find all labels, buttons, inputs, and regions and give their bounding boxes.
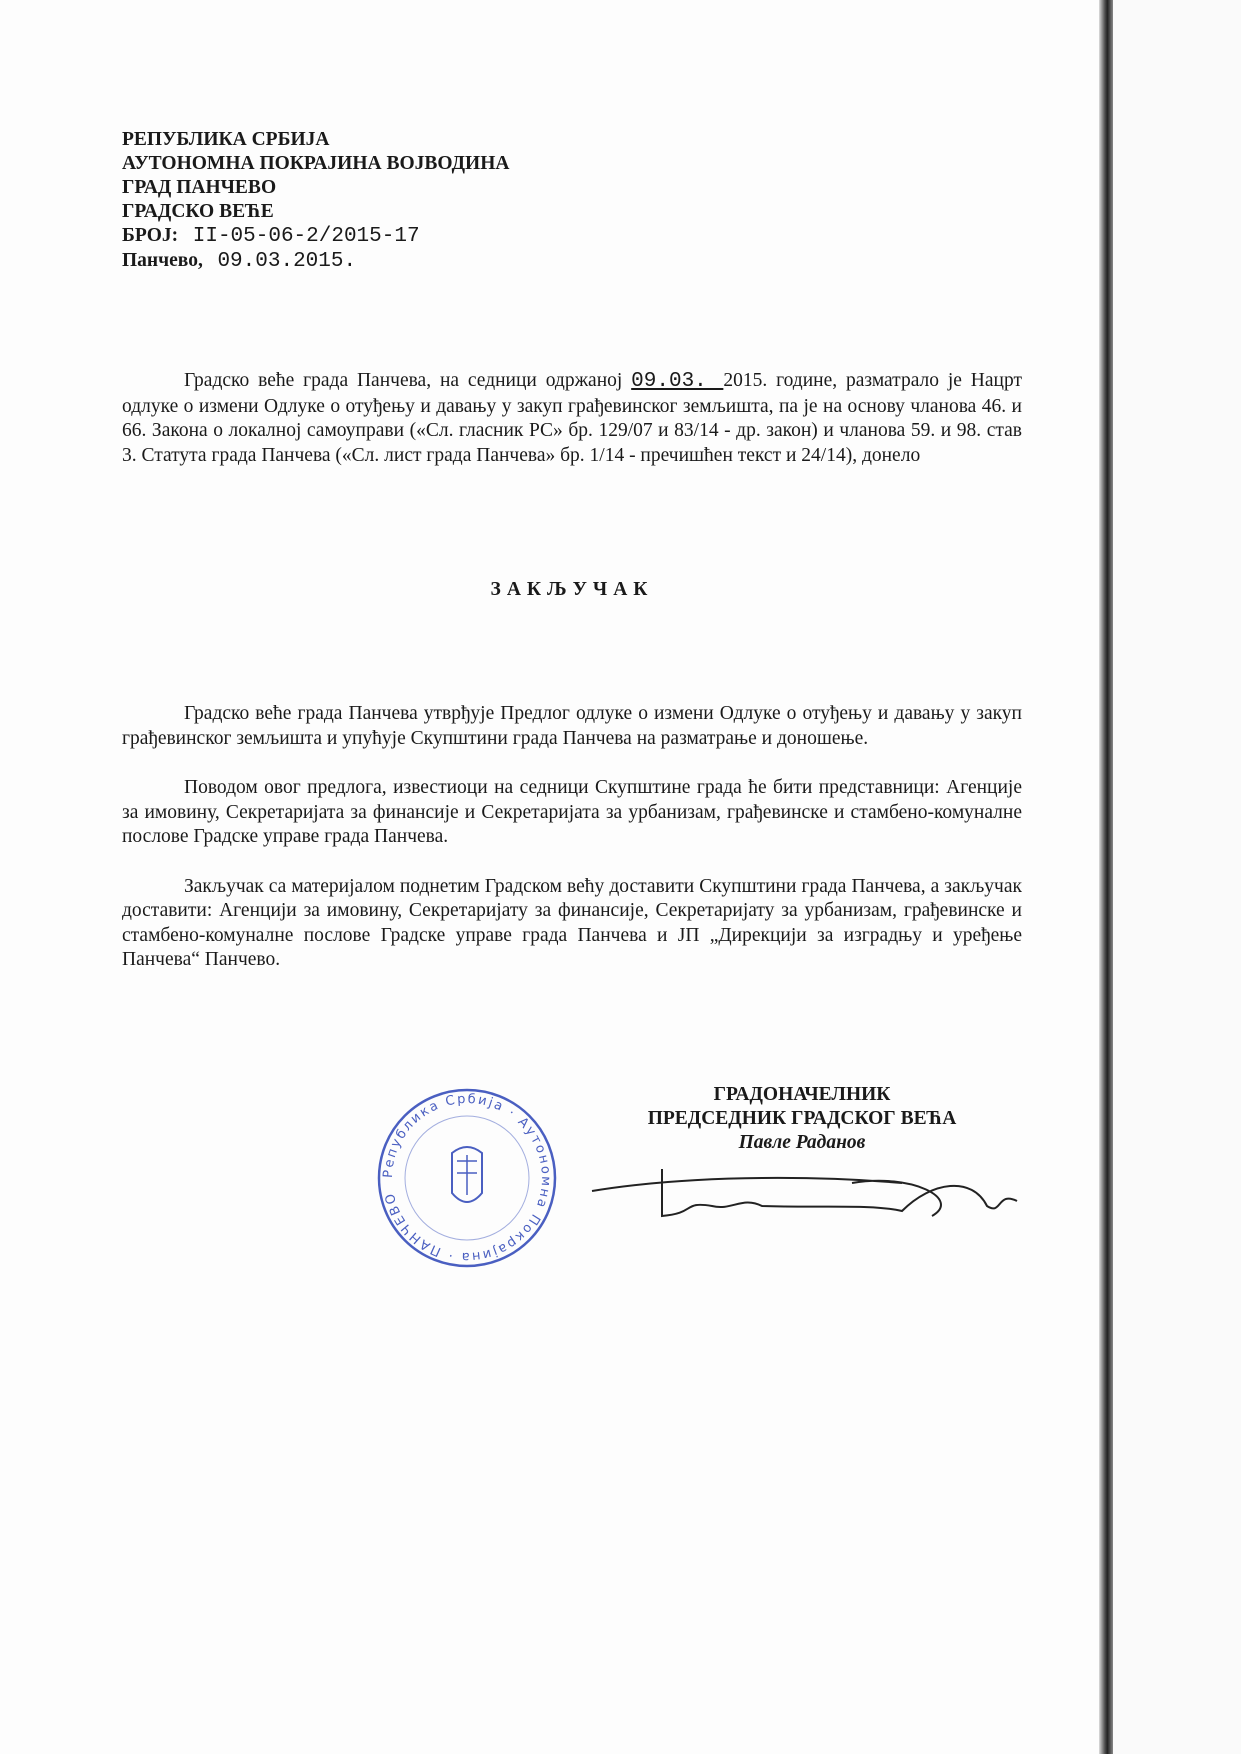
- header-line: РЕПУБЛИКА СРБИЈА: [122, 129, 330, 150]
- signatory-name: Павле Раданов: [738, 1131, 866, 1153]
- document-title: ЗАКЉУЧАК: [490, 579, 654, 600]
- handwritten-signature: [582, 1161, 1022, 1231]
- document-content: [122, 128, 1022, 1273]
- body-paragraph: Закључак са материјалом поднетим Градском већу доставити Скупштини града Панчева, а закључак доставити: Агенцији за имовину, Секретаријату за финансије, Секретаријату за урбанизам, грађевинске и стамбено-комуналне послове Градске управе града Панчева и ЈП „Дирекцији за изградњу и уређење Панчева“ Панчево.: [122, 875, 1022, 970]
- signature-block: [582, 1083, 1022, 1231]
- signatory-title: ГРАДОНАЧЕЛНИК: [713, 1083, 891, 1105]
- svg-text:Република Србија · Аутономна П: Република Србија · Аутономна Покрајина · ПАНЧЕВО: [380, 1091, 554, 1264]
- letterhead: [122, 128, 1022, 274]
- signature-area: [122, 1083, 1022, 1273]
- body-paragraph: Поводом овог предлога, известиоци на седници Скупштине града ће бити представници: Агенције за имовину, Секретаријата за финансије и Секретаријата за урбанизам, грађевинске и стамбено-комуналне послове Градске управе града Панчева.: [122, 777, 1022, 847]
- official-stamp: [372, 1083, 562, 1273]
- header-line: ГРАДСКО ВЕЋЕ: [122, 201, 274, 222]
- body-paragraph: Градско веће града Панчева утврђује Предлог одлуке о измени Одлуке о отуђењу и давању у закуп грађевинског земљишта и упућује Скупштини града Панчева на разматрање и доношење.: [122, 703, 1022, 749]
- document-date: Панчево, 09.03.2015.: [122, 250, 357, 273]
- coat-of-arms-icon: [452, 1147, 482, 1202]
- scan-edge: [1099, 0, 1113, 1754]
- document-number: БРОЈ: II-05-06-2/2015-17: [122, 225, 420, 248]
- header-line: ГРАД ПАНЧЕВО: [122, 177, 277, 198]
- header-line: АУТОНОМНА ПОКРАЈИНА ВОЈВОДИНА: [122, 153, 510, 174]
- signatory-title: ПРЕДСЕДНИК ГРАДСКОГ ВЕЋА: [647, 1107, 957, 1129]
- intro-paragraph: Градско веће града Панчева, на седници одржаној 09.03. 2015. године, разматрало је Нацрт одлуке о измени Одлуке о отуђењу и давању у закуп грађевинског земљишта, па је на основу чланова 46. и 66. Закона о локалној самоуправи («Сл. гласник РС» бр. 129/07 и 83/14 - др. закон) и чланова 59. и 98. став 3. Статута града Панчева («Сл. лист града Панчева» бр. 1/14 - пречишћен текст и 24/14), донело: [122, 370, 1022, 466]
